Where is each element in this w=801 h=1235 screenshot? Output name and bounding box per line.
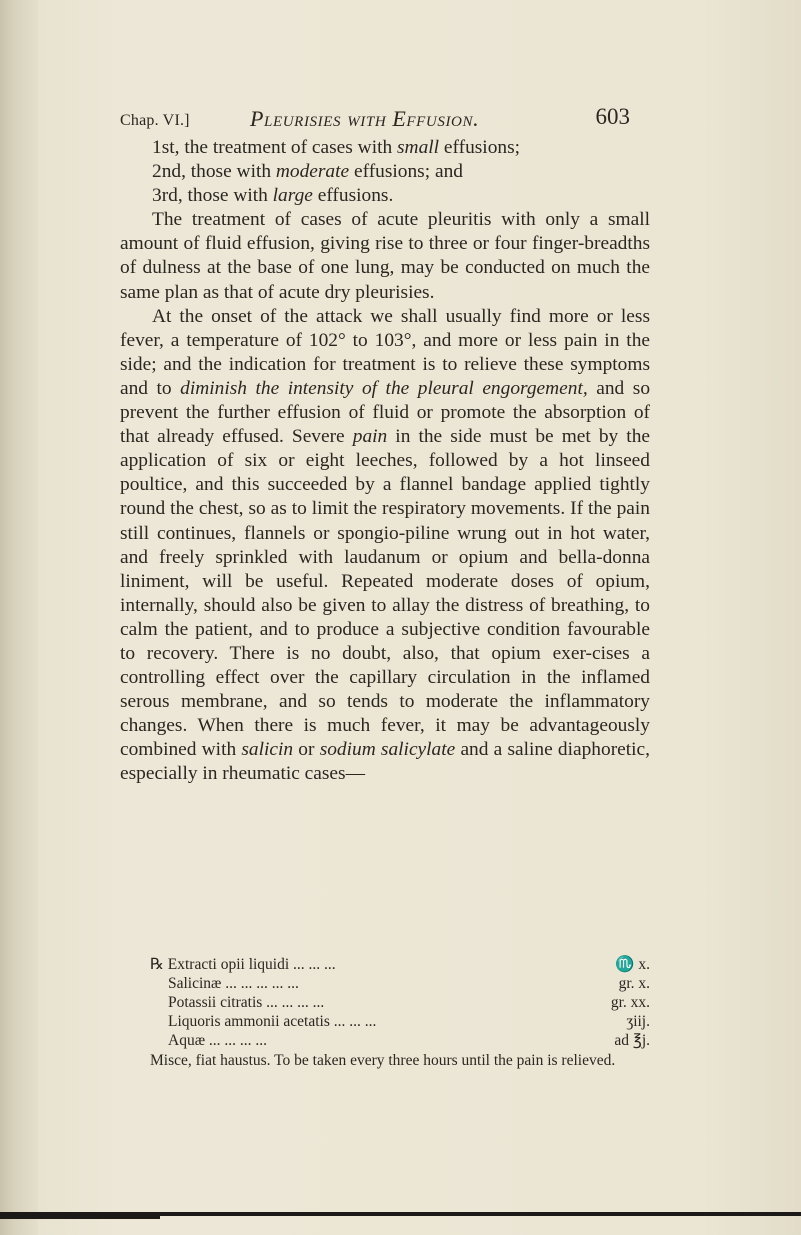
prescription-row: ℞ Extracti opii liquidi ... ... ... ♏ x. [150,956,650,973]
prescription [150,955,650,1050]
running-header [120,104,630,134]
page-number: 603 [595,104,630,129]
chapter-label: Chap. VI.] [120,112,190,129]
list-item: 3rd, those with large effusions. [152,185,394,207]
bottom-rule [0,1212,801,1216]
prescription-row: Salicinæ ... ... ... ... ... gr. x. [168,975,650,992]
prescription-row: Aquæ ... ... ... ... ad ℥j. [168,1032,650,1049]
prescription-row: Potassii citratis ... ... ... ... gr. xx. [168,994,650,1011]
body-text [120,136,650,787]
running-title: Pleurisies with Effusion. [250,106,480,131]
prescription-directions: Misce, fiat haustus. To be taken every three hours until the pain is relieved. [150,1052,616,1069]
page-gutter [0,0,38,1235]
list-item: 2nd, those with moderate effusions; and [152,161,463,183]
prescription-row: Liquoris ammonii acetatis ... ... ... ʒiij. [168,1013,650,1030]
paragraph-small-effusion: The treatment of cases of acute pleuritis with only a small amount of fluid effusion, giving rise to three or four finger-breadths of dulness at the base of one lung, may be conducted on much the same plan as that of acute dry pleurisies. [120,209,650,303]
list-item: 1st, the treatment of cases with small effusions; [152,137,521,158]
paragraph-treatment: At the onset of the attack we shall usually find more or less fever, a temperature of 102° to 103°, and more or less pain in the side; and the indication for treatment is to relieve these symptoms and to diminish the intensity of the pleural engorgement, and so prevent the further effusion of fluid or promote the absorption of that already effused. Severe pain in the side must be met by the application of six or eight leeches, followed by a hot linseed poultice, and this succeeded by a flannel bandage applied tightly round the chest, so as to limit the respiratory movements. If the pain still continues, flannels or spongio-piline wrung out in hot water, and freely sprinkled with laudanum or opium and bella-donna liniment, will be useful. Repeated moderate doses of opium, internally, should also be given to allay the distress of breathing, to calm the patient, and to produce a subjective condition favourable to recovery. There is no doubt, also, that opium exer-cises a controlling effect over the capillary circulation in the inflamed serous membrane, and so tends to moderate the inflammatory changes. When there is much fever, it may be advantageously combined with salicin or sodium salicylate and a saline diaphoretic, especially in rheumatic cases— [120,305,651,785]
